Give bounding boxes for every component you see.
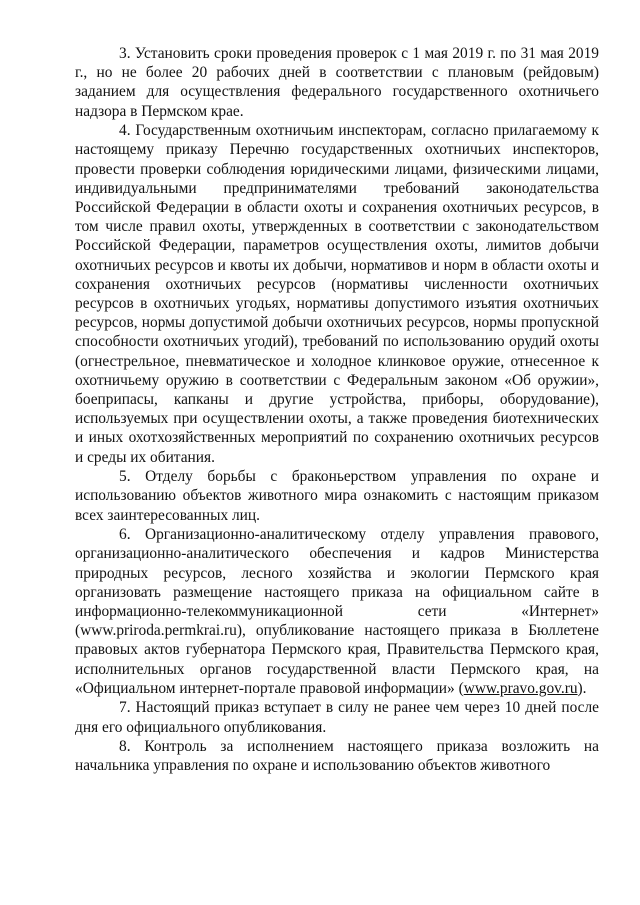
paragraph-6-text-after-link: ).	[577, 679, 587, 697]
paragraph-5: 5. Отделу борьбы с браконьерством управления по охране и использованию объектов животного мира ознакомить с настоящим приказом всех заинтересованных лиц.	[75, 468, 599, 524]
paragraph-4: 4. Государственным охотничьим инспекторам, согласно прилагаемому к настоящему приказу Перечню государственных охотничьих инспекторов, провести проверки соблюдения юридическими лицами, физическими лицами, индивидуальными предпринимателями требований законодательства Российской Федерации в области охоты и сохранения охотничьих ресурсов, в том числе правил охоты, утвержденных в соответствии с законодательством Российской Федерации, параметров осуществления охоты, лимитов добычи охотничьих ресурсов и квоты их добычи, нормативов и норм в области охоты и сохранения охотничьих ресурсов (нормативы численности охотничьих ресурсов в охотничьих угодьях, нормативы допустимого изъятия охотничьих ресурсов, нормы допустимой добычи охотничьих ресурсов, нормы пропускной способности охотничьих угодий), требований по использованию орудий охоты (огнестрельное, пневматическое и холодное клинковое оружие, отнесенное к охотничьему оружию в соответствии с Федеральным законом «Об оружии», боеприпасы, капканы и другие устройства, приборы, оборудование), используемых при осуществлении охоты, а также проведения биотехнических и иных охотхозяйственных мероприятий по сохранению охотничьих ресурсов и среды их обитания.	[75, 122, 599, 466]
paragraph-7: 7. Настоящий приказ вступает в силу не ранее чем через 10 дней после дня его официального опубликования.	[75, 699, 599, 736]
pravo-gov-link[interactable]: www.pravo.gov.ru	[463, 679, 578, 697]
paragraph-8: 8. Контроль за исполнением настоящего приказа возложить на начальника управления по охране и использованию объектов животного	[75, 738, 599, 775]
document-page	[75, 44, 599, 776]
paragraph-6	[75, 525, 599, 698]
paragraph-6-text-before-link: 6. Организационно-аналитическому отделу управления правового, организационно-аналитического обеспечения и кадров Министерства природных ресурсов, лесного хозяйства и экологии Пермского края организовать размещение настоящего приказа на официальном сайте в информационно-телекоммуникационной сети «Интернет» (www.priroda.permkrai.ru), опубликование настоящего приказа в Бюллетене правовых актов губернатора Пермского края, Правительства Пермского края, исполнительных органов государственной власти Пермского края, на «Официальном интернет-портале правовой информации» (	[75, 526, 599, 697]
paragraph-3: 3. Установить сроки проведения проверок с 1 мая 2019 г. по 31 мая 2019 г., но не более 20 рабочих дней в соответствии с плановым (рейдовым) заданием для осуществления федерального государственного охотничьего надзора в Пермском крае.	[75, 45, 599, 120]
